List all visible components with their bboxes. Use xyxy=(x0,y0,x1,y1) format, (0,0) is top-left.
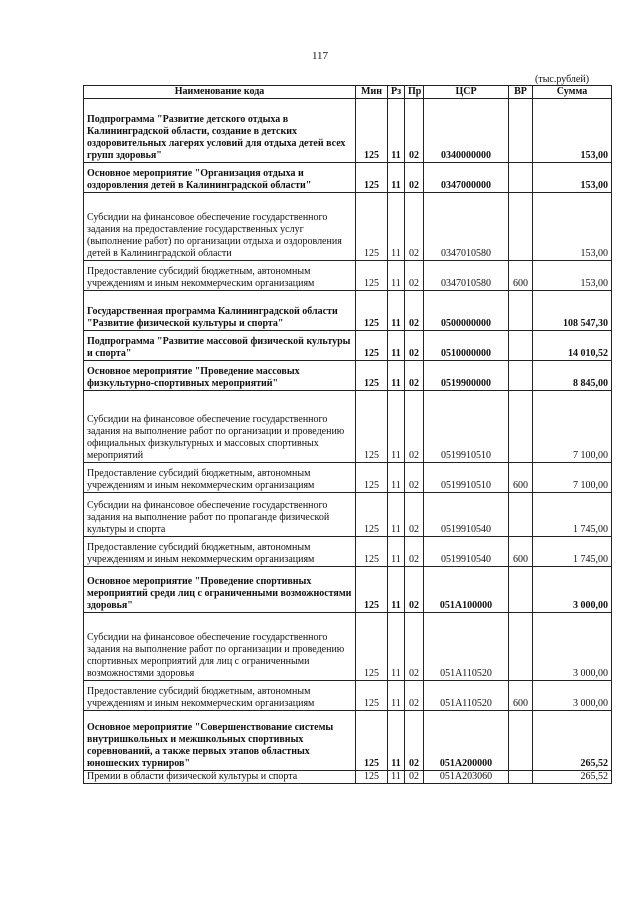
cell-name: Субсидии на финансовое обеспечение государственного задания на выполнение работ по пропаганде физической культуры и спорта xyxy=(84,493,356,537)
cell-pr: 02 xyxy=(405,361,424,391)
cell-min: 125 xyxy=(356,99,388,163)
cell-pr: 02 xyxy=(405,193,424,261)
cell-csr: 0510000000 xyxy=(424,331,509,361)
budget-table xyxy=(83,85,612,784)
cell-rz: 11 xyxy=(388,291,405,331)
cell-min: 125 xyxy=(356,291,388,331)
cell-sum: 7 100,00 xyxy=(533,463,612,493)
cell-name: Подпрограмма "Развитие массовой физической культуры и спорта" xyxy=(84,331,356,361)
cell-vr xyxy=(509,193,533,261)
cell-rz: 11 xyxy=(388,331,405,361)
cell-sum: 1 745,00 xyxy=(533,493,612,537)
column-header-vr: ВР xyxy=(509,86,533,99)
cell-name: Основное мероприятие "Совершенствование системы внутришкольных и межшкольных спортивных соревнований, а также первых этапов областных юношеских турниров" xyxy=(84,711,356,771)
cell-vr xyxy=(509,331,533,361)
table-row xyxy=(84,193,612,261)
cell-sum: 8 845,00 xyxy=(533,361,612,391)
cell-rz: 11 xyxy=(388,99,405,163)
cell-csr: 0340000000 xyxy=(424,99,509,163)
page-number: 117 xyxy=(311,50,329,62)
table-row xyxy=(84,361,612,391)
cell-csr: 0519910510 xyxy=(424,391,509,463)
column-header-min: Мин xyxy=(356,86,388,99)
cell-pr: 02 xyxy=(405,99,424,163)
cell-name: Премии в области физической культуры и спорта xyxy=(84,771,356,784)
cell-rz: 11 xyxy=(388,567,405,613)
cell-pr: 02 xyxy=(405,681,424,711)
cell-vr: 600 xyxy=(509,261,533,291)
cell-csr: 051А110520 xyxy=(424,613,509,681)
cell-rz: 11 xyxy=(388,711,405,771)
cell-pr: 02 xyxy=(405,567,424,613)
cell-min: 125 xyxy=(356,463,388,493)
cell-min: 125 xyxy=(356,261,388,291)
cell-sum: 1 745,00 xyxy=(533,537,612,567)
cell-min: 125 xyxy=(356,331,388,361)
cell-pr: 02 xyxy=(405,163,424,193)
cell-pr: 02 xyxy=(405,711,424,771)
cell-vr xyxy=(509,99,533,163)
cell-sum: 3 000,00 xyxy=(533,567,612,613)
cell-sum: 14 010,52 xyxy=(533,331,612,361)
cell-vr xyxy=(509,567,533,613)
cell-name: Предоставление субсидий бюджетным, автономным учреждениям и иным некоммерческим организациям xyxy=(84,681,356,711)
cell-name: Предоставление субсидий бюджетным, автономным учреждениям и иным некоммерческим организациям xyxy=(84,463,356,493)
cell-vr: 600 xyxy=(509,463,533,493)
cell-rz: 11 xyxy=(388,361,405,391)
table-row xyxy=(84,391,612,463)
cell-rz: 11 xyxy=(388,261,405,291)
cell-sum: 153,00 xyxy=(533,261,612,291)
cell-rz: 11 xyxy=(388,771,405,784)
cell-sum: 153,00 xyxy=(533,99,612,163)
cell-csr: 0347010580 xyxy=(424,261,509,291)
cell-pr: 02 xyxy=(405,331,424,361)
cell-pr: 02 xyxy=(405,391,424,463)
cell-name: Предоставление субсидий бюджетным, автономным учреждениям и иным некоммерческим организациям xyxy=(84,537,356,567)
cell-name: Основное мероприятие "Проведение массовых физкультурно-спортивных мероприятий" xyxy=(84,361,356,391)
cell-csr: 0500000000 xyxy=(424,291,509,331)
cell-vr xyxy=(509,391,533,463)
cell-min: 125 xyxy=(356,537,388,567)
cell-name: Субсидии на финансовое обеспечение государственного задания на предоставление государственных услуг (выполнение работ) по организации отдыха и оздоровления детей в Калининградской области xyxy=(84,193,356,261)
cell-csr: 051А200000 xyxy=(424,711,509,771)
cell-min: 125 xyxy=(356,681,388,711)
cell-name: Государственная программа Калининградской области "Развитие физической культуры и спорта" xyxy=(84,291,356,331)
table-body xyxy=(84,99,612,784)
table-row xyxy=(84,537,612,567)
table-row xyxy=(84,711,612,771)
cell-sum: 108 547,30 xyxy=(533,291,612,331)
cell-name: Предоставление субсидий бюджетным, автономным учреждениям и иным некоммерческим организациям xyxy=(84,261,356,291)
column-header-csr: ЦСР xyxy=(424,86,509,99)
table-row xyxy=(84,291,612,331)
cell-name: Подпрограмма "Развитие детского отдыха в Калининградской области, создание в детских оздоровительных лагерях условий для отдыха детей всех групп здоровья" xyxy=(84,99,356,163)
cell-vr xyxy=(509,361,533,391)
cell-pr: 02 xyxy=(405,463,424,493)
cell-rz: 11 xyxy=(388,163,405,193)
cell-csr: 0519910540 xyxy=(424,537,509,567)
cell-rz: 11 xyxy=(388,613,405,681)
cell-sum: 153,00 xyxy=(533,193,612,261)
cell-csr: 051А100000 xyxy=(424,567,509,613)
table-row xyxy=(84,331,612,361)
column-header-sum: Сумма xyxy=(533,86,612,99)
cell-name: Субсидии на финансовое обеспечение государственного задания на выполнение работ по организации и проведению официальных физкультурных и массовых спортивных мероприятий xyxy=(84,391,356,463)
cell-min: 125 xyxy=(356,361,388,391)
cell-pr: 02 xyxy=(405,613,424,681)
cell-name: Основное мероприятие "Организация отдыха и оздоровления детей в Калининградской области" xyxy=(84,163,356,193)
cell-name: Основное мероприятие "Проведение спортивных мероприятий среди лиц с ограниченными возможностями здоровья" xyxy=(84,567,356,613)
cell-csr: 051А203060 xyxy=(424,771,509,784)
cell-vr xyxy=(509,711,533,771)
cell-min: 125 xyxy=(356,391,388,463)
cell-sum: 3 000,00 xyxy=(533,613,612,681)
cell-pr: 02 xyxy=(405,261,424,291)
cell-vr xyxy=(509,291,533,331)
cell-min: 125 xyxy=(356,567,388,613)
cell-min: 125 xyxy=(356,163,388,193)
table-row xyxy=(84,493,612,537)
cell-pr: 02 xyxy=(405,537,424,567)
cell-min: 125 xyxy=(356,771,388,784)
cell-min: 125 xyxy=(356,613,388,681)
cell-csr: 0519910510 xyxy=(424,463,509,493)
table-row xyxy=(84,99,612,163)
cell-rz: 11 xyxy=(388,537,405,567)
table-row xyxy=(84,163,612,193)
cell-vr xyxy=(509,163,533,193)
cell-vr: 600 xyxy=(509,537,533,567)
cell-csr: 0347010580 xyxy=(424,193,509,261)
cell-sum: 3 000,00 xyxy=(533,681,612,711)
cell-min: 125 xyxy=(356,493,388,537)
table-header-row xyxy=(84,86,612,99)
cell-rz: 11 xyxy=(388,193,405,261)
cell-vr xyxy=(509,771,533,784)
table-row xyxy=(84,613,612,681)
table-row xyxy=(84,771,612,784)
column-header-pr: Пр xyxy=(405,86,424,99)
cell-min: 125 xyxy=(356,193,388,261)
cell-csr: 051А110520 xyxy=(424,681,509,711)
cell-min: 125 xyxy=(356,711,388,771)
cell-pr: 02 xyxy=(405,493,424,537)
cell-rz: 11 xyxy=(388,681,405,711)
cell-pr: 02 xyxy=(405,771,424,784)
cell-sum: 265,52 xyxy=(533,771,612,784)
cell-pr: 02 xyxy=(405,291,424,331)
cell-sum: 7 100,00 xyxy=(533,391,612,463)
table-row xyxy=(84,567,612,613)
units-label: (тыс.рублей) xyxy=(535,74,590,85)
cell-rz: 11 xyxy=(388,391,405,463)
cell-rz: 11 xyxy=(388,463,405,493)
cell-csr: 0519910540 xyxy=(424,493,509,537)
cell-sum: 265,52 xyxy=(533,711,612,771)
cell-vr xyxy=(509,613,533,681)
table-row xyxy=(84,463,612,493)
cell-csr: 0347000000 xyxy=(424,163,509,193)
column-header-name: Наименование кода xyxy=(84,86,356,99)
table-row xyxy=(84,681,612,711)
cell-vr: 600 xyxy=(509,681,533,711)
cell-csr: 0519900000 xyxy=(424,361,509,391)
cell-rz: 11 xyxy=(388,493,405,537)
cell-name: Субсидии на финансовое обеспечение государственного задания на выполнение работ по организации и проведению спортивных мероприятий для лиц с ограниченными возможностями здоровья xyxy=(84,613,356,681)
cell-vr xyxy=(509,493,533,537)
column-header-rz: Рз xyxy=(388,86,405,99)
table-row xyxy=(84,261,612,291)
cell-sum: 153,00 xyxy=(533,163,612,193)
